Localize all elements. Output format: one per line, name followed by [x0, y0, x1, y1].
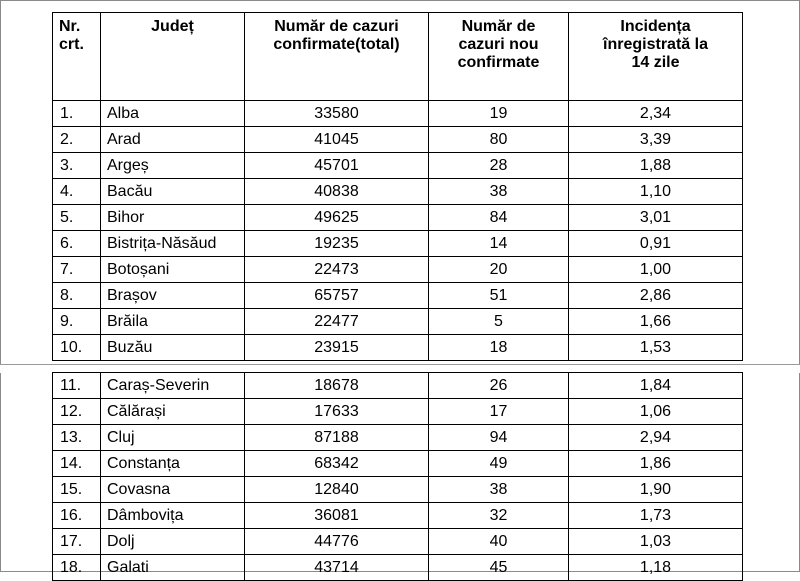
cell-total: 33580 [245, 101, 429, 127]
cell-incidenta: 0,91 [569, 231, 743, 257]
cell-total: 19235 [245, 231, 429, 257]
cell-total: 18678 [245, 373, 429, 399]
cell-noi: 38 [429, 179, 569, 205]
cell-judet: Argeș [101, 153, 245, 179]
cell-total: 41045 [245, 127, 429, 153]
table-row [53, 399, 743, 425]
cell-nr: 4. [53, 179, 101, 205]
table-row [53, 179, 743, 205]
header-total [245, 13, 429, 101]
cell-noi: 5 [429, 309, 569, 335]
cell-incidenta: 2,34 [569, 101, 743, 127]
cell-nr: 14. [53, 451, 101, 477]
table-row [53, 257, 743, 283]
cell-nr: 6. [53, 231, 101, 257]
cell-nr: 12. [53, 399, 101, 425]
cell-judet: Brăila [101, 309, 245, 335]
cell-nr: 8. [53, 283, 101, 309]
cell-nr: 16. [53, 503, 101, 529]
cell-incidenta: 1,03 [569, 529, 743, 555]
cell-incidenta: 3,39 [569, 127, 743, 153]
cell-noi: 18 [429, 335, 569, 361]
cell-noi: 94 [429, 425, 569, 451]
cell-nr: 18. [53, 555, 101, 581]
cell-noi: 49 [429, 451, 569, 477]
cell-incidenta: 2,86 [569, 283, 743, 309]
cell-judet: Brașov [101, 283, 245, 309]
table-row [53, 153, 743, 179]
cell-nr: 7. [53, 257, 101, 283]
table-row [53, 231, 743, 257]
cell-total: 12840 [245, 477, 429, 503]
header-incidenta-line1: Incidența [620, 18, 691, 35]
cell-judet: Botoșani [101, 257, 245, 283]
cell-judet: Bistrița-Năsăud [101, 231, 245, 257]
covid-table-top [52, 12, 743, 361]
header-nr-line2: crt. [59, 36, 84, 53]
cell-judet: Covasna [101, 477, 245, 503]
cell-incidenta: 3,01 [569, 205, 743, 231]
header-incidenta-line2: înregistrată la [603, 36, 708, 53]
cell-nr: 9. [53, 309, 101, 335]
cell-nr: 1. [53, 101, 101, 127]
table-row [53, 477, 743, 503]
cell-nr: 15. [53, 477, 101, 503]
cell-total: 87188 [245, 425, 429, 451]
cell-noi: 26 [429, 373, 569, 399]
header-nr-line1: Nr. [59, 18, 81, 35]
cell-incidenta: 2,94 [569, 425, 743, 451]
table-row [53, 373, 743, 399]
header-total-line1: Număr de cazuri [274, 18, 399, 35]
cell-incidenta: 1,06 [569, 399, 743, 425]
cell-judet: Constanța [101, 451, 245, 477]
cell-total: 45701 [245, 153, 429, 179]
cell-nr: 13. [53, 425, 101, 451]
cell-total: 36081 [245, 503, 429, 529]
cell-noi: 51 [429, 283, 569, 309]
table-row [53, 555, 743, 581]
cell-nr: 10. [53, 335, 101, 361]
table-body-bottom [53, 373, 743, 581]
cell-incidenta: 1,00 [569, 257, 743, 283]
cell-noi: 28 [429, 153, 569, 179]
header-nr [53, 13, 101, 101]
table-body-top [53, 101, 743, 361]
cell-total: 68342 [245, 451, 429, 477]
cell-incidenta: 1,88 [569, 153, 743, 179]
cell-judet: Galati [101, 555, 245, 581]
cell-total: 43714 [245, 555, 429, 581]
header-total-line2: confirmate(total) [273, 36, 400, 53]
cell-judet: Alba [101, 101, 245, 127]
header-judet-text: Județ [151, 18, 194, 35]
covid-table-bottom [52, 372, 743, 581]
cell-noi: 80 [429, 127, 569, 153]
cell-noi: 38 [429, 477, 569, 503]
cell-noi: 45 [429, 555, 569, 581]
cell-nr: 2. [53, 127, 101, 153]
cell-judet: Dolj [101, 529, 245, 555]
cell-judet: Caraș-Severin [101, 373, 245, 399]
cell-total: 44776 [245, 529, 429, 555]
cell-total: 23915 [245, 335, 429, 361]
header-noi-line1: Număr de [461, 18, 536, 35]
cell-noi: 19 [429, 101, 569, 127]
cell-total: 17633 [245, 399, 429, 425]
table-row [53, 425, 743, 451]
cell-incidenta: 1,73 [569, 503, 743, 529]
cell-nr: 17. [53, 529, 101, 555]
cell-judet: Arad [101, 127, 245, 153]
cell-total: 49625 [245, 205, 429, 231]
cell-incidenta: 1,84 [569, 373, 743, 399]
table-row [53, 335, 743, 361]
cell-judet: Călărași [101, 399, 245, 425]
cell-incidenta: 1,53 [569, 335, 743, 361]
cell-judet: Bihor [101, 205, 245, 231]
header-incidenta-line3: 14 zile [631, 54, 680, 71]
cell-nr: 5. [53, 205, 101, 231]
table-row [53, 127, 743, 153]
cell-incidenta: 1,86 [569, 451, 743, 477]
table-row [53, 283, 743, 309]
cell-noi: 17 [429, 399, 569, 425]
table-row [53, 205, 743, 231]
table-row [53, 309, 743, 335]
table-row [53, 503, 743, 529]
table-header-row [53, 13, 743, 101]
cell-noi: 20 [429, 257, 569, 283]
cell-nr: 11. [53, 373, 101, 399]
cell-noi: 14 [429, 231, 569, 257]
cell-incidenta: 1,18 [569, 555, 743, 581]
cell-total: 40838 [245, 179, 429, 205]
cell-incidenta: 1,90 [569, 477, 743, 503]
table-row [53, 451, 743, 477]
header-incidenta [569, 13, 743, 101]
cell-judet: Buzău [101, 335, 245, 361]
cell-incidenta: 1,10 [569, 179, 743, 205]
cell-judet: Dâmbovița [101, 503, 245, 529]
cell-judet: Bacău [101, 179, 245, 205]
cell-total: 65757 [245, 283, 429, 309]
cell-noi: 84 [429, 205, 569, 231]
header-judet [101, 13, 245, 101]
cell-total: 22477 [245, 309, 429, 335]
cell-incidenta: 1,66 [569, 309, 743, 335]
cell-noi: 32 [429, 503, 569, 529]
header-noi-line3: confirmate [457, 54, 540, 71]
table-row [53, 101, 743, 127]
cell-nr: 3. [53, 153, 101, 179]
table-row [53, 529, 743, 555]
cell-noi: 40 [429, 529, 569, 555]
cell-judet: Cluj [101, 425, 245, 451]
cell-total: 22473 [245, 257, 429, 283]
header-noi [429, 13, 569, 101]
header-noi-line2: cazuri nou [458, 36, 539, 53]
